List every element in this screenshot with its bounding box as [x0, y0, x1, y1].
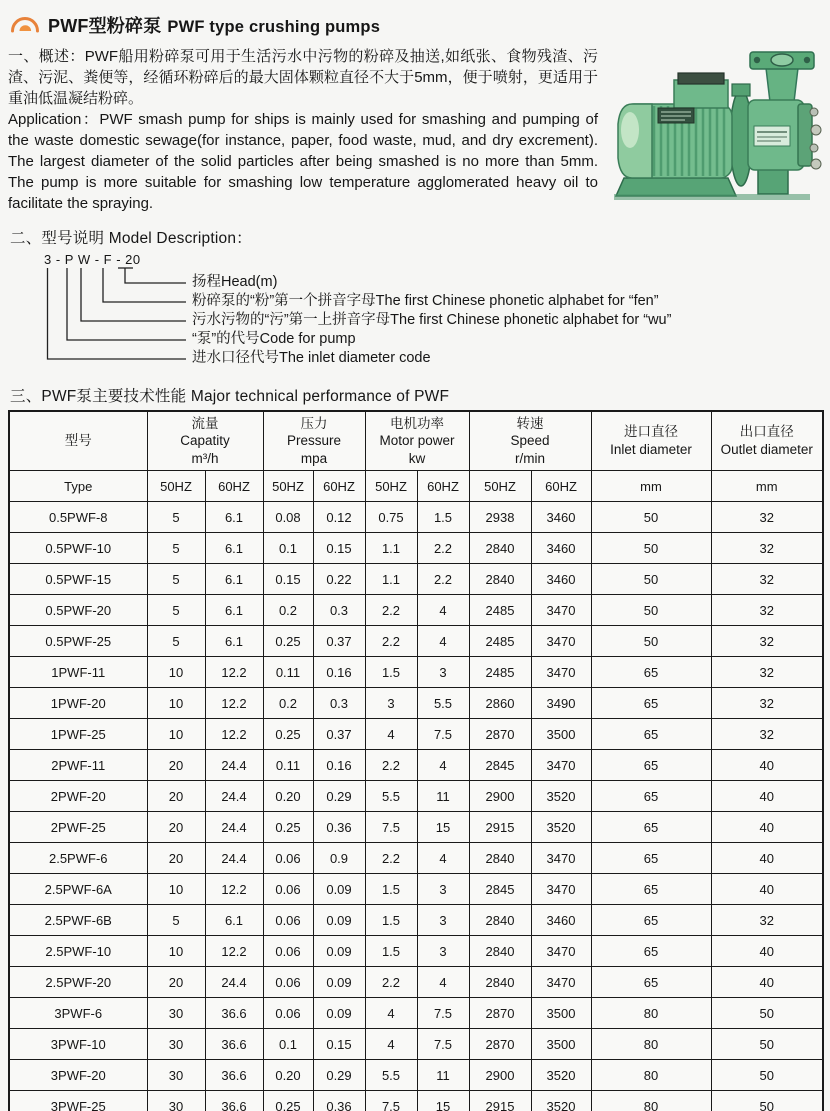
value-cell: 10 — [147, 657, 205, 688]
value-cell: 3500 — [531, 998, 591, 1029]
value-cell: 7.5 — [365, 1091, 417, 1111]
value-cell: 6.1 — [205, 502, 263, 533]
table-row — [9, 688, 823, 719]
value-cell: 10 — [147, 719, 205, 750]
value-cell: 12.2 — [205, 936, 263, 967]
value-cell: 50 — [591, 533, 711, 564]
value-cell: 15 — [417, 1091, 469, 1111]
value-cell: 30 — [147, 1091, 205, 1111]
value-cell: 0.09 — [313, 905, 365, 936]
value-cell: 6.1 — [205, 905, 263, 936]
model-type-cell: 0.5PWF-8 — [9, 502, 147, 533]
freq-subheader-cell: 50HZ — [365, 471, 417, 502]
value-cell: 40 — [711, 843, 823, 874]
value-cell: 3 — [417, 657, 469, 688]
value-cell: 0.15 — [263, 564, 313, 595]
value-cell: 40 — [711, 812, 823, 843]
value-cell: 32 — [711, 719, 823, 750]
value-cell: 0.20 — [263, 1060, 313, 1091]
model-type-cell: 3PWF-20 — [9, 1060, 147, 1091]
value-cell: 2900 — [469, 1060, 531, 1091]
value-cell: 2840 — [469, 564, 531, 595]
table-row — [9, 843, 823, 874]
table-row — [9, 1060, 823, 1091]
motor-power-unit: kw — [408, 450, 426, 466]
value-cell: 2485 — [469, 657, 531, 688]
value-cell: 5.5 — [417, 688, 469, 719]
value-cell: 80 — [591, 1029, 711, 1060]
value-cell: 24.4 — [205, 843, 263, 874]
value-cell: 0.16 — [313, 657, 365, 688]
value-cell: 3470 — [531, 936, 591, 967]
value-cell: 5.5 — [365, 1060, 417, 1091]
pressure-zh: 压力 — [300, 415, 328, 431]
model-code-label: 粉碎泵的“粉”第一个拼音字母The first Chinese phonetic alphabet for “fen” — [192, 293, 659, 309]
value-cell: 32 — [711, 905, 823, 936]
value-cell: 2.2 — [365, 595, 417, 626]
value-cell: 2900 — [469, 781, 531, 812]
model-code-label: 扬程Head(m) — [192, 274, 278, 290]
value-cell: 3520 — [531, 812, 591, 843]
value-cell: 0.25 — [263, 812, 313, 843]
value-cell: 80 — [591, 1060, 711, 1091]
value-cell: 2.2 — [417, 533, 469, 564]
value-cell: 2.2 — [365, 626, 417, 657]
value-cell: 2.2 — [417, 564, 469, 595]
value-cell: 0.08 — [263, 502, 313, 533]
value-cell: 20 — [147, 967, 205, 998]
value-cell: 65 — [591, 812, 711, 843]
value-cell: 0.36 — [313, 1091, 365, 1111]
value-cell: 4 — [365, 998, 417, 1029]
value-cell: 11 — [417, 781, 469, 812]
capacity-unit: m³/h — [191, 450, 219, 466]
value-cell: 0.2 — [263, 595, 313, 626]
value-cell: 3490 — [531, 688, 591, 719]
model-type-cell: 2.5PWF-10 — [9, 936, 147, 967]
value-cell: 2840 — [469, 533, 531, 564]
value-cell: 7.5 — [365, 812, 417, 843]
value-cell: 0.16 — [313, 750, 365, 781]
value-cell: 15 — [417, 812, 469, 843]
value-cell: 0.37 — [313, 719, 365, 750]
speed-zh: 转速 — [516, 415, 544, 431]
value-cell: 2.2 — [365, 843, 417, 874]
value-cell: 3500 — [531, 719, 591, 750]
performance-table — [8, 410, 824, 1111]
value-cell: 20 — [147, 843, 205, 874]
table-row — [9, 626, 823, 657]
value-cell: 0.1 — [263, 533, 313, 564]
table-row — [9, 1091, 823, 1111]
value-cell: 65 — [591, 874, 711, 905]
value-cell: 6.1 — [205, 533, 263, 564]
value-cell: 0.06 — [263, 998, 313, 1029]
value-cell: 6.1 — [205, 595, 263, 626]
value-cell: 2485 — [469, 626, 531, 657]
value-cell: 0.36 — [313, 812, 365, 843]
value-cell: 24.4 — [205, 750, 263, 781]
col-header-motor-power — [365, 411, 469, 471]
value-cell: 0.2 — [263, 688, 313, 719]
model-type-cell: 2PWF-25 — [9, 812, 147, 843]
value-cell: 6.1 — [205, 564, 263, 595]
value-cell: 1.5 — [365, 936, 417, 967]
value-cell: 3470 — [531, 874, 591, 905]
value-cell: 3 — [365, 688, 417, 719]
overview-section — [8, 46, 822, 214]
value-cell: 0.06 — [263, 843, 313, 874]
table-row — [9, 936, 823, 967]
value-cell: 4 — [417, 750, 469, 781]
value-cell: 65 — [591, 781, 711, 812]
subheader-inlet-mm: mm — [591, 471, 711, 502]
freq-subheader-cell: 60HZ — [531, 471, 591, 502]
value-cell: 0.25 — [263, 1091, 313, 1111]
value-cell: 0.11 — [263, 657, 313, 688]
pump-photo — [608, 46, 822, 204]
table-row — [9, 874, 823, 905]
value-cell: 32 — [711, 657, 823, 688]
value-cell: 50 — [711, 1060, 823, 1091]
value-cell: 32 — [711, 564, 823, 595]
value-cell: 36.6 — [205, 1060, 263, 1091]
motor-power-en: Motor power — [379, 433, 455, 449]
value-cell: 0.25 — [263, 626, 313, 657]
value-cell: 2.2 — [365, 750, 417, 781]
col-header-speed — [469, 411, 591, 471]
value-cell: 50 — [591, 564, 711, 595]
value-cell: 24.4 — [205, 781, 263, 812]
speed-unit: r/min — [515, 450, 545, 466]
model-type-cell: 2PWF-11 — [9, 750, 147, 781]
value-cell: 0.75 — [365, 502, 417, 533]
value-cell: 0.22 — [313, 564, 365, 595]
value-cell: 32 — [711, 502, 823, 533]
capacity-zh: 流量 — [191, 415, 219, 431]
value-cell: 40 — [711, 781, 823, 812]
value-cell: 3520 — [531, 781, 591, 812]
value-cell: 0.25 — [263, 719, 313, 750]
value-cell: 4 — [417, 843, 469, 874]
value-cell: 0.09 — [313, 874, 365, 905]
value-cell: 24.4 — [205, 812, 263, 843]
freq-subheader-cell: 50HZ — [147, 471, 205, 502]
value-cell: 2840 — [469, 905, 531, 936]
value-cell: 2485 — [469, 595, 531, 626]
value-cell: 40 — [711, 874, 823, 905]
value-cell: 12.2 — [205, 688, 263, 719]
value-cell: 1.5 — [365, 874, 417, 905]
value-cell: 12.2 — [205, 719, 263, 750]
table-section-heading: 三、PWF泵主要技术性能 Major technical performance of PWF — [10, 388, 450, 405]
value-cell: 2938 — [469, 502, 531, 533]
value-cell: 0.29 — [313, 1060, 365, 1091]
value-cell: 2845 — [469, 750, 531, 781]
value-cell: 0.09 — [313, 936, 365, 967]
value-cell: 1.5 — [417, 502, 469, 533]
value-cell: 1.1 — [365, 564, 417, 595]
model-section-heading: 二、型号说明 Model Description： — [10, 230, 252, 247]
freq-subheader-cell: 50HZ — [469, 471, 531, 502]
value-cell: 40 — [711, 967, 823, 998]
value-cell: 3520 — [531, 1060, 591, 1091]
value-cell: 2870 — [469, 998, 531, 1029]
col-header-capacity — [147, 411, 263, 471]
value-cell: 3 — [417, 936, 469, 967]
value-cell: 5 — [147, 595, 205, 626]
value-cell: 3470 — [531, 843, 591, 874]
value-cell: 2915 — [469, 1091, 531, 1111]
table-row — [9, 781, 823, 812]
model-code-label: “泵”的代号Code for pump — [192, 331, 356, 347]
value-cell: 0.15 — [313, 1029, 365, 1060]
model-type-cell: 2.5PWF-6 — [9, 843, 147, 874]
value-cell: 7.5 — [417, 719, 469, 750]
model-type-cell: 1PWF-20 — [9, 688, 147, 719]
value-cell: 2840 — [469, 843, 531, 874]
model-type-cell: 3PWF-6 — [9, 998, 147, 1029]
table-row — [9, 564, 823, 595]
value-cell: 30 — [147, 1060, 205, 1091]
model-type-cell: 3PWF-25 — [9, 1091, 147, 1111]
table-row — [9, 998, 823, 1029]
value-cell: 80 — [591, 1091, 711, 1111]
value-cell: 10 — [147, 936, 205, 967]
value-cell: 20 — [147, 812, 205, 843]
value-cell: 2840 — [469, 967, 531, 998]
value-cell: 32 — [711, 626, 823, 657]
outlet-en: Outlet diameter — [720, 442, 813, 457]
table-row — [9, 905, 823, 936]
value-cell: 2870 — [469, 719, 531, 750]
value-cell: 12.2 — [205, 874, 263, 905]
model-type-cell: 1PWF-11 — [9, 657, 147, 688]
model-code-label: 污水污物的“污”第一上拼音字母The first Chinese phonetic alphabet for “wu” — [192, 312, 672, 328]
table-row — [9, 750, 823, 781]
value-cell: 3470 — [531, 626, 591, 657]
model-type-cell: 2.5PWF-20 — [9, 967, 147, 998]
value-cell: 0.1 — [263, 1029, 313, 1060]
value-cell: 2915 — [469, 812, 531, 843]
model-type-cell: 0.5PWF-20 — [9, 595, 147, 626]
model-type-cell: 0.5PWF-10 — [9, 533, 147, 564]
value-cell: 32 — [711, 533, 823, 564]
table-body — [9, 502, 823, 1111]
model-code-diagram — [36, 252, 822, 372]
model-type-cell: 2.5PWF-6B — [9, 905, 147, 936]
outlet-zh: 出口直径 — [739, 424, 794, 440]
pressure-unit: mpa — [300, 450, 328, 466]
value-cell: 4 — [417, 967, 469, 998]
value-cell: 0.06 — [263, 967, 313, 998]
value-cell: 5 — [147, 905, 205, 936]
col-header-inlet — [591, 411, 711, 471]
value-cell: 32 — [711, 688, 823, 719]
brand-arc-icon — [10, 15, 40, 35]
value-cell: 1.5 — [365, 657, 417, 688]
overview-en: Application：PWF smash pump for ships is mainly used for smashing and pumping of the waste domestic sewage(for instance, paper, food waste, mud, and dry excrement). The largest diameter of the solid particles after being smashed is no more than 5mm. The pump is more suitable for smashing low temperature agglomerated heavy oil to facilitate the spraying. — [8, 111, 598, 212]
value-cell: 65 — [591, 967, 711, 998]
page-title — [48, 12, 380, 38]
value-cell: 65 — [591, 657, 711, 688]
value-cell: 5 — [147, 626, 205, 657]
value-cell: 6.1 — [205, 626, 263, 657]
value-cell: 50 — [591, 502, 711, 533]
value-cell: 80 — [591, 998, 711, 1029]
value-cell: 50 — [591, 595, 711, 626]
value-cell: 3460 — [531, 905, 591, 936]
table-row — [9, 657, 823, 688]
model-code: 3 - P W - F - 20 — [44, 252, 141, 267]
value-cell: 0.3 — [313, 595, 365, 626]
capacity-en: Capatity — [180, 433, 230, 449]
value-cell: 65 — [591, 719, 711, 750]
value-cell: 7.5 — [417, 1029, 469, 1060]
value-cell: 1.5 — [365, 905, 417, 936]
value-cell: 3 — [417, 905, 469, 936]
value-cell: 2845 — [469, 874, 531, 905]
value-cell: 50 — [711, 1029, 823, 1060]
model-type-cell: 2PWF-20 — [9, 781, 147, 812]
value-cell: 50 — [711, 998, 823, 1029]
value-cell: 50 — [591, 626, 711, 657]
model-type-cell: 2.5PWF-6A — [9, 874, 147, 905]
model-type-cell: 0.5PWF-25 — [9, 626, 147, 657]
model-type-cell: 3PWF-10 — [9, 1029, 147, 1060]
subheader-outlet-mm: mm — [711, 471, 823, 502]
value-cell: 65 — [591, 688, 711, 719]
value-cell: 0.37 — [313, 626, 365, 657]
value-cell: 3470 — [531, 595, 591, 626]
model-code-label: 进水口径代号The inlet diameter code — [192, 350, 431, 366]
freq-subheader-cell: 60HZ — [417, 471, 469, 502]
value-cell: 3 — [417, 874, 469, 905]
col-header-outlet — [711, 411, 823, 471]
value-cell: 1.1 — [365, 533, 417, 564]
overview-zh: 一、概述：PWF船用粉碎泵可用于生活污水中污物的粉碎及抽送,如纸张、食物残渣、污渣、污泥、粪便等，经循环粉碎后的最大固体颗粒直径不大于5mm，便于喷射，更适用于重油低温凝结粉碎。 — [8, 48, 598, 107]
pressure-en: Pressure — [286, 433, 342, 449]
motor-power-zh: 电机功率 — [390, 415, 444, 431]
inlet-en: Inlet diameter — [610, 442, 692, 457]
page-title-en: PWF type crushing pumps — [167, 18, 381, 36]
table-row — [9, 533, 823, 564]
value-cell: 3470 — [531, 750, 591, 781]
value-cell: 3460 — [531, 564, 591, 595]
value-cell: 10 — [147, 688, 205, 719]
value-cell: 0.3 — [313, 688, 365, 719]
value-cell: 4 — [417, 626, 469, 657]
value-cell: 32 — [711, 595, 823, 626]
value-cell: 0.29 — [313, 781, 365, 812]
col-header-pressure — [263, 411, 365, 471]
value-cell: 7.5 — [417, 998, 469, 1029]
value-cell: 3500 — [531, 1029, 591, 1060]
value-cell: 20 — [147, 781, 205, 812]
value-cell: 5 — [147, 533, 205, 564]
value-cell: 5.5 — [365, 781, 417, 812]
value-cell: 3520 — [531, 1091, 591, 1111]
table-row — [9, 595, 823, 626]
table-header — [9, 411, 823, 502]
value-cell: 0.20 — [263, 781, 313, 812]
table-row — [9, 967, 823, 998]
value-cell: 2860 — [469, 688, 531, 719]
value-cell: 0.9 — [313, 843, 365, 874]
freq-subheader-cell: 60HZ — [205, 471, 263, 502]
value-cell: 24.4 — [205, 967, 263, 998]
freq-subheader-cell: 50HZ — [263, 471, 313, 502]
value-cell: 10 — [147, 874, 205, 905]
value-cell: 0.12 — [313, 502, 365, 533]
value-cell: 11 — [417, 1060, 469, 1091]
table-row — [9, 502, 823, 533]
pump-illustration — [608, 46, 822, 204]
inlet-zh: 进口直径 — [624, 424, 679, 440]
value-cell: 0.06 — [263, 936, 313, 967]
value-cell: 5 — [147, 502, 205, 533]
value-cell: 40 — [711, 750, 823, 781]
subheader-type: Type — [9, 471, 147, 502]
value-cell: 20 — [147, 750, 205, 781]
value-cell: 12.2 — [205, 657, 263, 688]
value-cell: 3460 — [531, 502, 591, 533]
model-type-cell: 0.5PWF-15 — [9, 564, 147, 595]
col-header-type: 型号 — [9, 411, 147, 471]
value-cell: 50 — [711, 1091, 823, 1111]
speed-en: Speed — [510, 433, 550, 449]
value-cell: 4 — [365, 719, 417, 750]
table-row — [9, 719, 823, 750]
value-cell: 2840 — [469, 936, 531, 967]
value-cell: 5 — [147, 564, 205, 595]
value-cell: 65 — [591, 750, 711, 781]
value-cell: 3470 — [531, 967, 591, 998]
freq-subheader-cell: 60HZ — [313, 471, 365, 502]
model-type-cell: 1PWF-25 — [9, 719, 147, 750]
value-cell: 65 — [591, 843, 711, 874]
value-cell: 0.09 — [313, 967, 365, 998]
table-row — [9, 1029, 823, 1060]
value-cell: 30 — [147, 998, 205, 1029]
value-cell: 36.6 — [205, 998, 263, 1029]
value-cell: 0.06 — [263, 905, 313, 936]
value-cell: 30 — [147, 1029, 205, 1060]
table-row — [9, 812, 823, 843]
value-cell: 36.6 — [205, 1029, 263, 1060]
value-cell: 3470 — [531, 657, 591, 688]
value-cell: 3460 — [531, 533, 591, 564]
value-cell: 0.15 — [313, 533, 365, 564]
value-cell: 4 — [417, 595, 469, 626]
page-title-zh: PWF型粉碎泵 — [48, 16, 162, 36]
page-header — [10, 12, 822, 38]
value-cell: 0.11 — [263, 750, 313, 781]
value-cell: 0.09 — [313, 998, 365, 1029]
value-cell: 65 — [591, 905, 711, 936]
value-cell: 40 — [711, 936, 823, 967]
value-cell: 2870 — [469, 1029, 531, 1060]
value-cell: 65 — [591, 936, 711, 967]
value-cell: 4 — [365, 1029, 417, 1060]
value-cell: 36.6 — [205, 1091, 263, 1111]
value-cell: 0.06 — [263, 874, 313, 905]
value-cell: 2.2 — [365, 967, 417, 998]
